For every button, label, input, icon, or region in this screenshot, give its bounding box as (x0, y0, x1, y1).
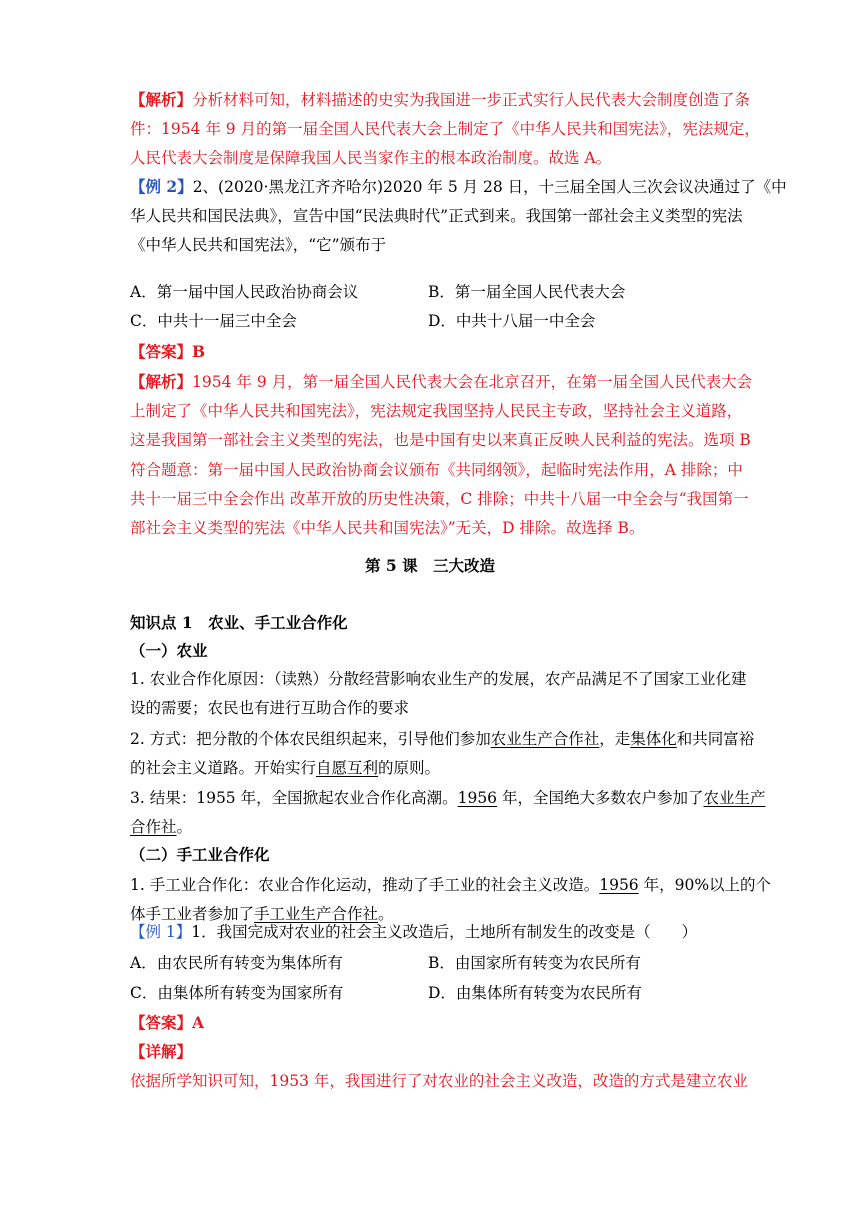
detail-label: 【详解】 (130, 1042, 193, 1061)
section-heading: （二）手工业合作化 (130, 845, 270, 864)
option-a: A．第一届中国人民政治协商会议 (130, 283, 359, 301)
analysis-tag: 【解析】 (130, 90, 193, 109)
content-line: 1. 农业合作化原因：（读熟）分散经营影响农业生产的发展，农产品满足不了国家工业化建 (130, 670, 747, 688)
analysis-line: 上制定了《中华人民共和国宪法》，宪法规定我国坚持人民民主专政，坚持社会主义道路， (130, 402, 743, 420)
example-tag: 【例 1】 (130, 923, 192, 941)
analysis-line: 符合题意：第一届中国人民政治协商会议颁布《共同纲领》，起临时宪法作用，A 排除；中 (130, 461, 743, 479)
section-heading: （一）农业 (130, 641, 208, 660)
option-b: B．由国家所有转变为农民所有 (428, 954, 641, 972)
example-2-question: 【例 2】2、(2020·黑龙江齐齐哈尔)2020 年 5 月 28 日，十三届全国人三次会议决通过了《中 (130, 177, 787, 196)
example-tag: 【例 2】 (130, 177, 193, 196)
detail-line: 依据所学知识可知，1953 年，我国进行了对农业的社会主义改造，改造的方式是建立农业 (130, 1072, 748, 1090)
answer-label: 【答案】A (130, 1013, 205, 1032)
content-line: 3. 结果：1955 年，全国掀起农业合作化高潮。1956 年，全国绝大多数农户参加了农业生产 (130, 789, 766, 807)
option-d: D．中共十八届一中全会 (428, 312, 596, 330)
content-line: 2. 方式：把分散的个体农民组织起来，引导他们参加农业生产合作社，走集体化和共同富裕 (130, 730, 755, 748)
analysis-line: 部社会主义类型的宪法《中华人民共和国宪法》”无关，D 排除。故选择 B。 (130, 519, 645, 537)
content-line: 设的需要；农民也有进行互助合作的要求 (130, 699, 410, 717)
answer-label: 【答案】B (130, 342, 206, 361)
option-c: C．由集体所有转变为国家所有 (130, 984, 344, 1002)
analysis-line: 件：1954 年 9 月的第一届全国人民代表大会上制定了《中华人民共和国宪法》，宪法规定， (130, 120, 760, 138)
analysis-line: 【解析】分析材料可知，材料描述的史实为我国进一步正式实行人民代表大会制度创造了条 (130, 90, 751, 109)
option-a: A．由农民所有转变为集体所有 (130, 954, 343, 972)
analysis-line: 共十一届三中全会作出 改革开放的历史性决策，C 排除；中共十八届一中全会与“我国第一 (130, 490, 749, 508)
option-c: C．中共十一届三中全会 (130, 312, 297, 330)
analysis-line: 这是我国第一部社会主义类型的宪法，也是中国有史以来真正反映人民利益的宪法。选项 B (130, 431, 751, 449)
content-line: 合作社。 (130, 818, 193, 836)
option-d: D．由集体所有转变为农民所有 (428, 984, 642, 1002)
content-line: 1. 手工业合作化：农业合作化运动，推动了手工业的社会主义改造。1956 年，90%以上的个 (130, 876, 772, 894)
analysis-tag: 【解析】 (130, 372, 193, 391)
knowledge-point-title: 知识点 1 农业、手工业合作化 (130, 613, 348, 632)
lesson-title: 第 5 课 三大改造 (364, 556, 496, 575)
question-line: 《中华人民共和国宪法》，“它”颁布于 (130, 236, 387, 254)
content-line: 的社会主义道路。开始实行自愿互利的原则。 (130, 759, 441, 777)
analysis-line: 【解析】1954 年 9 月，第一届全国人民代表大会在北京召开，在第一届全国人民代表大会 (130, 372, 753, 391)
question-line: 华人民共和国民法典》，宣告中国“民法典时代”正式到来。我国第一部社会主义类型的宪法 (130, 207, 743, 225)
option-b: B．第一届全国人民代表大会 (428, 283, 626, 301)
content-line: 体手工业者参加了手工业生产合作社。 (130, 905, 394, 923)
example-1-question: 【例 1】1．我国完成对农业的社会主义改造后，土地所有制发生的改变是（ ） (130, 923, 698, 941)
analysis-line: 人民代表大会制度是保障我国人民当家作主的根本政治制度。故选 A。 (130, 149, 612, 167)
